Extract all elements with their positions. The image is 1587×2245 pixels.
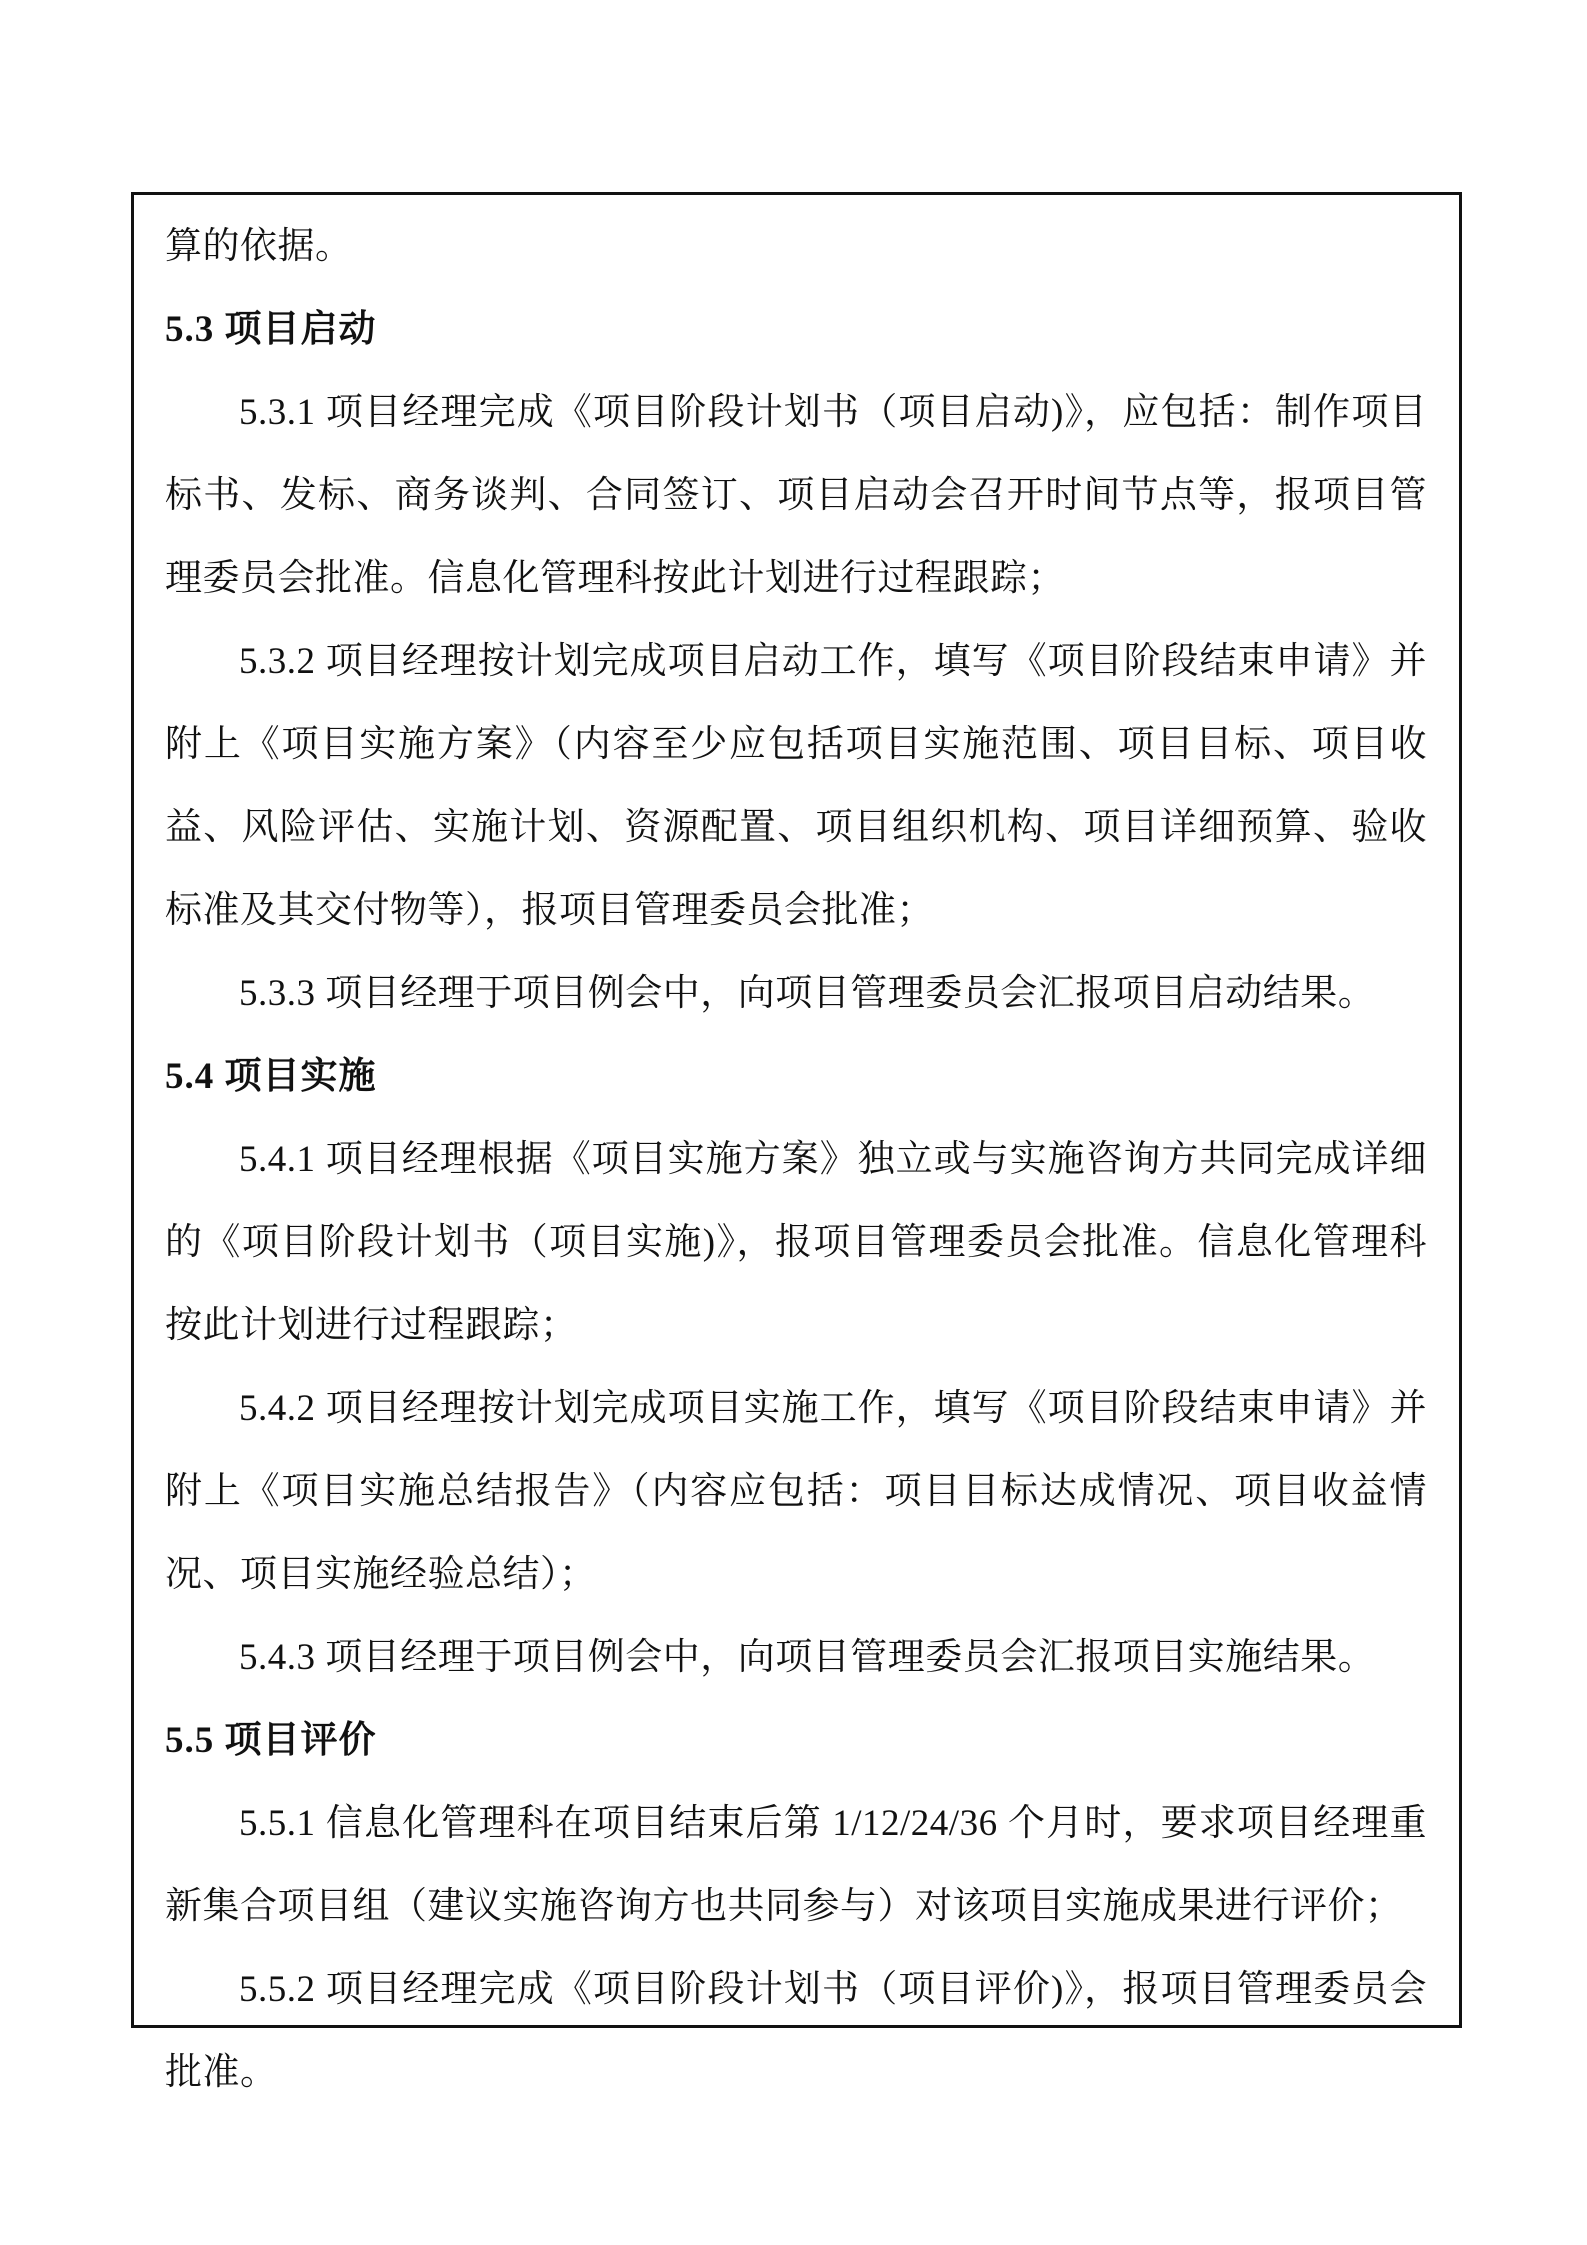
clause-5-3-1: 5.3.1 项目经理完成《项目阶段计划书（项目启动)》，应包括：制作项目标书、发标、商务谈判、合同签订、项目启动会召开时间节点等，报项目管理委员会批准。信息化管理科按此计划进行过程跟踪； (165, 392, 1427, 599)
clause-5-5-1: 5.5.1 信息化管理科在项目结束后第 1/12/24/36 个月时，要求项目经理重新集合项目组（建议实施咨询方也共同参与）对该项目实施成果进行评价； (165, 1803, 1427, 1927)
clause-5-4-3: 5.4.3 项目经理于项目例会中，向项目管理委员会汇报项目实施结果。 (239, 1637, 1376, 1678)
clause-5-3-3: 5.3.3 项目经理于项目例会中，向项目管理委员会汇报项目启动结果。 (239, 973, 1376, 1014)
section-heading-5-3: 5.3 项目启动 (165, 309, 377, 350)
clause-5-4-2: 5.4.2 项目经理按计划完成项目实施工作，填写《项目阶段结束申请》并附上《项目实施总结报告》（内容应包括：项目目标达成情况、项目收益情况、项目实施经验总结）； (165, 1388, 1427, 1595)
page-content (165, 205, 1427, 2114)
section-heading-5-4: 5.4 项目实施 (165, 1056, 377, 1097)
page-border-frame (131, 192, 1462, 2093)
clause-5-3-2: 5.3.2 项目经理按计划完成项目启动工作，填写《项目阶段结束申请》并附上《项目实施方案》（内容至少应包括项目实施范围、项目目标、项目收益、风险评估、实施计划、资源配置、项目组织机构、项目详细预算、验收标准及其交付物等），报项目管理委员会批准； (165, 641, 1427, 931)
section-heading-5-5: 5.5 项目评价 (165, 1720, 377, 1761)
continued-paragraph: 算的依据。 (165, 226, 353, 267)
clause-5-5-2: 5.5.2 项目经理完成《项目阶段计划书（项目评价)》，报项目管理委员会批准。 (165, 1969, 1427, 2093)
clause-5-4-1: 5.4.1 项目经理根据《项目实施方案》独立或与实施咨询方共同完成详细的《项目阶段计划书（项目实施)》，报项目管理委员会批准。信息化管理科按此计划进行过程跟踪； (165, 1139, 1427, 1346)
